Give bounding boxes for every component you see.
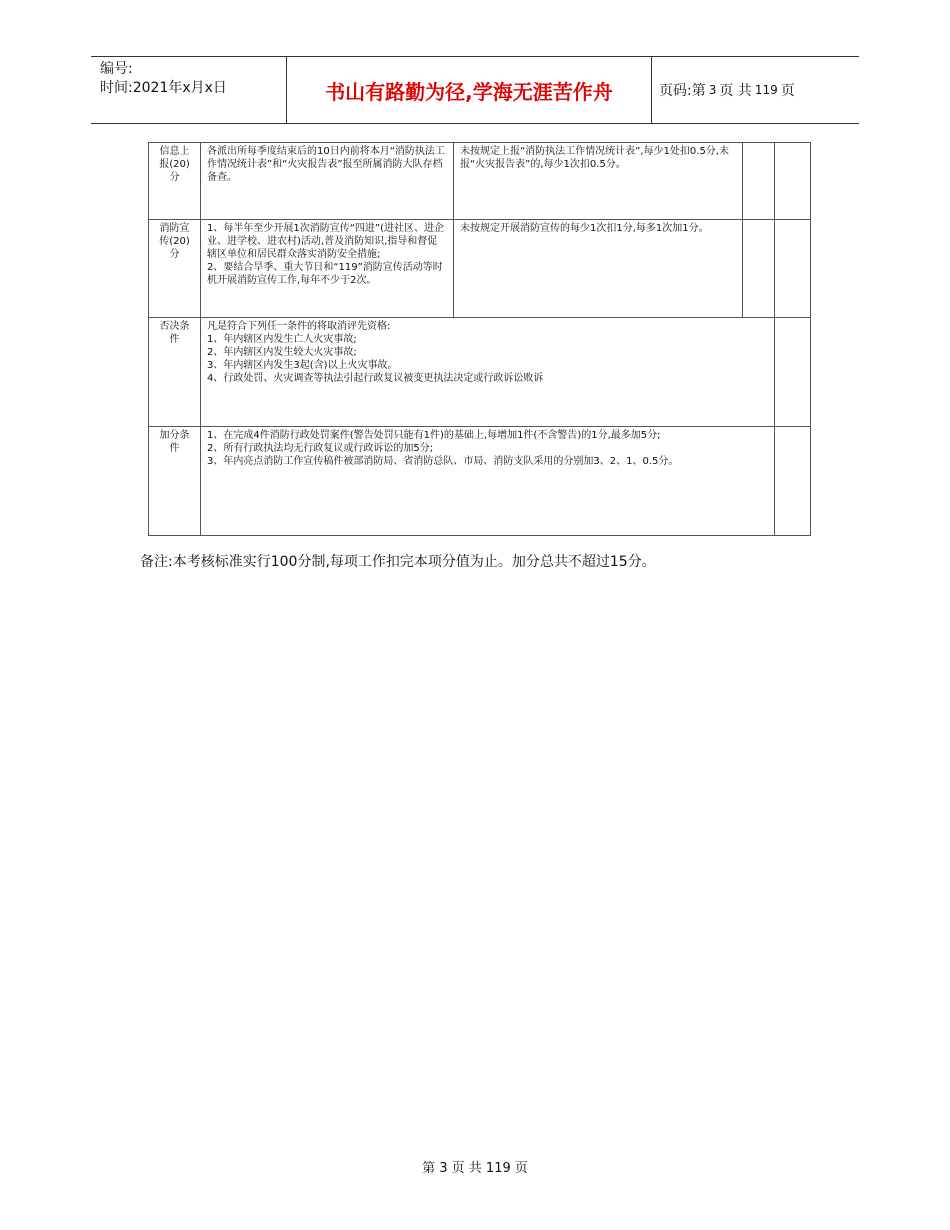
content-cell: 1、在完成4件消防行政处罚案件(警告处罚只能有1件)的基础上,每增加1件(不含警告)的1分,最多加5分; 2、所有行政执法均无行政复议或行政诉讼的加5分; 3、年内亮点消防工作宣传稿件被部消防局、省消防总队、市局、消防支队采用的分别加3、2、1、0.5分。 (201, 427, 775, 536)
score-cell (775, 427, 811, 536)
score-cell (775, 220, 811, 318)
item-cell: 否决条件 (149, 318, 201, 427)
deduction-cell: 未按规定开展消防宣传的每少1次扣1分,每多1次加1分。 (454, 220, 743, 318)
number-label: 编号: (100, 61, 133, 77)
page-header (91, 56, 859, 124)
table-row (149, 427, 811, 536)
table-row (149, 220, 811, 318)
time-label: 时间:2021年x月x日 (100, 80, 227, 96)
page-footer: 第 3 页 共 119 页 (422, 1161, 528, 1176)
remark-note: 备注:本考核标准实行100分制,每项工作扣完本项分值为止。加分总共不超过15分。 (140, 554, 656, 570)
item-cell: 信息上报(20)分 (149, 143, 201, 220)
score-cell (743, 220, 775, 318)
page-total: 119 (754, 83, 778, 97)
page-label-suffix: 页 (780, 83, 795, 99)
content-cell: 凡是符合下列任一条件的将取消评先资格: 1、年内辖区内发生亡人火灾事故; 2、年内辖区内发生较大火灾事故; 3、年内辖区内发生3起(含)以上火灾事故。 4、行政处罚、火灾调查等执法引起行政复议被变更执法决定或行政诉讼败诉 (201, 318, 775, 427)
deduction-cell: 未按规定上报“消防执法工作情况统计表”,每少1处扣0.5分,未报“火灾报告表”的,每少1次扣0.5分。 (454, 143, 743, 220)
score-cell (775, 143, 811, 220)
motto: 书山有路勤为径,学海无涯苦作舟 (325, 79, 613, 104)
content-cell: 1、每半年至少开展1次消防宣传“四进”(进社区、进企业、进学校、进农村)活动,普及消防知识,指导和督促辖区单位和居民群众落实消防安全措施; 2、要结合旱季、重大节日和“119”消防宣传活动等时机开展消防宣传工作,每年不少于2次。 (201, 220, 454, 318)
table-row (149, 143, 811, 220)
header-divider (651, 57, 652, 123)
table-row (149, 318, 811, 427)
score-cell (743, 143, 775, 220)
score-cell (775, 318, 811, 427)
header-meta (100, 60, 227, 98)
page-label-prefix: 页码:第 (659, 83, 706, 99)
content-cell: 各派出所每季度结束后的10日内前将本月“消防执法工作情况统计表”和“火灾报告表”报至所属消防大队存档备查。 (201, 143, 454, 220)
item-cell: 消防宣传(20)分 (149, 220, 201, 318)
item-cell: 加分条件 (149, 427, 201, 536)
page-label-mid: 页 共 (719, 83, 752, 99)
page-current: 3 (708, 83, 717, 97)
assessment-table (148, 142, 811, 536)
page-indicator (659, 57, 795, 123)
